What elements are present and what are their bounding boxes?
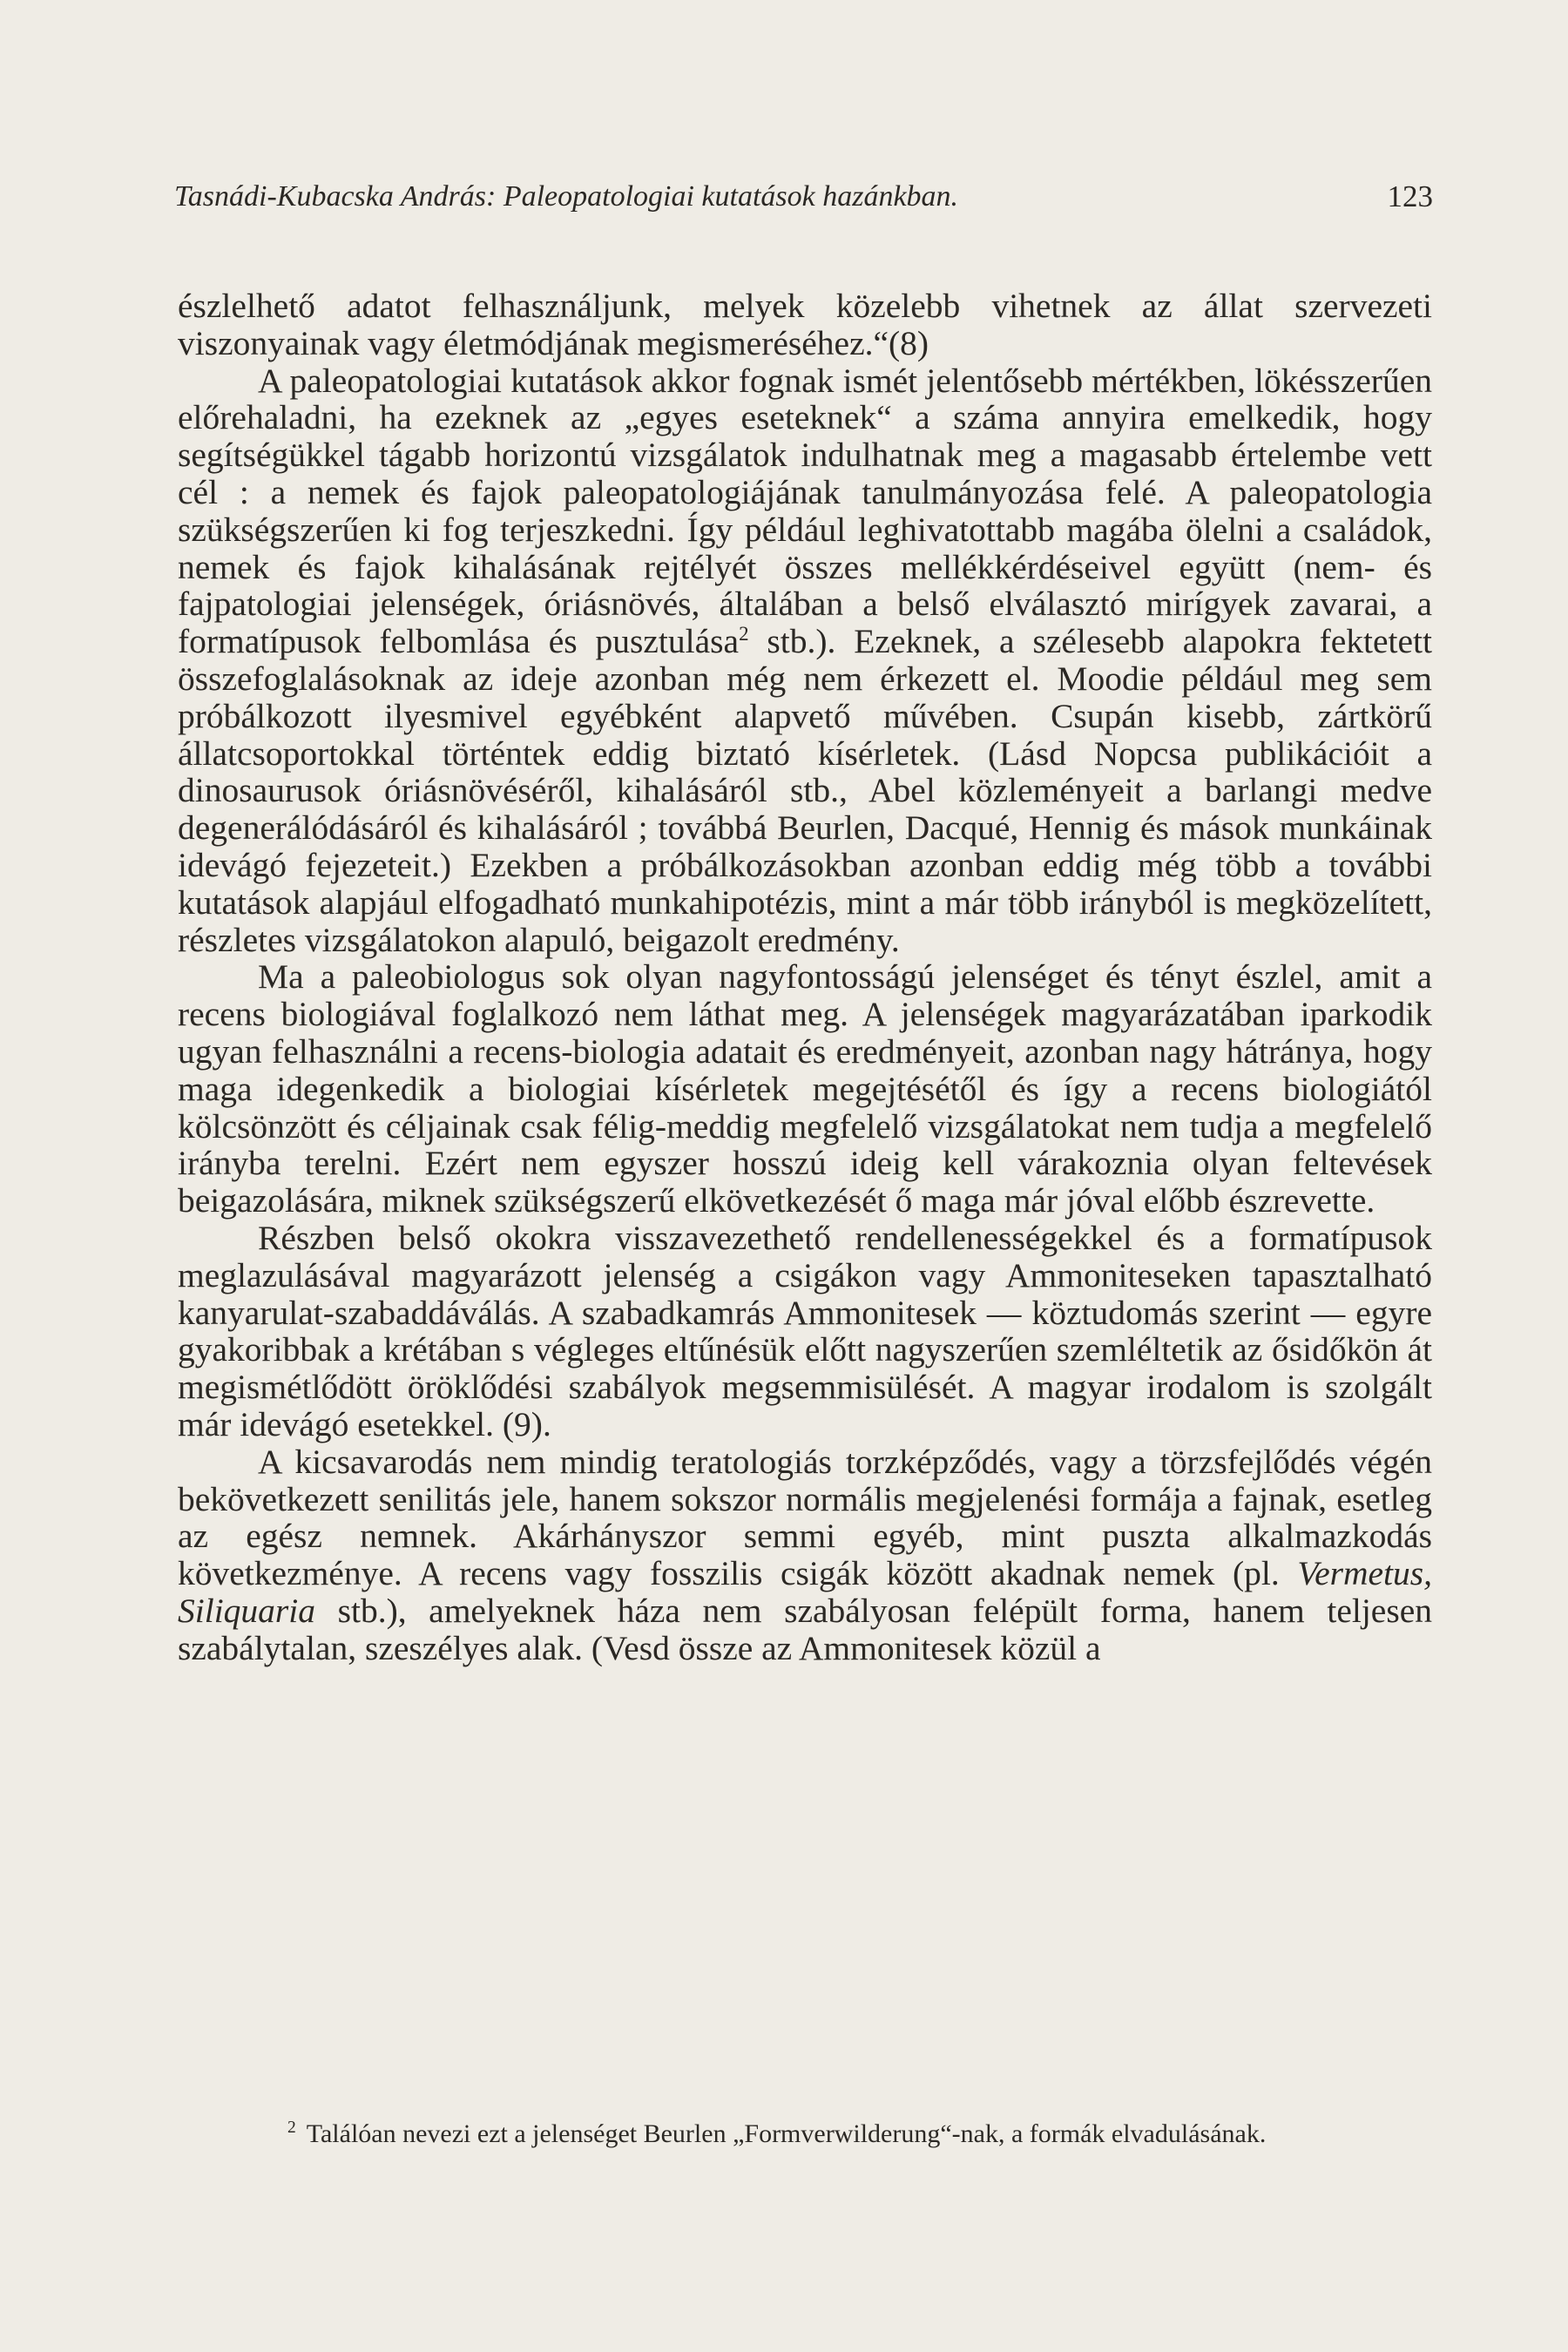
paragraph-2-text: A paleopatologiai kutatások akkor fognak ismét jelentősebb mértékben, lökésszerűen előrehaladni, ha ezeknek az „egyes eseteknek“ a száma annyira emelkedik, hogy segítségükkel tágabb horizontú vizsgálatok indulhatnak meg a magasabb értelembe vett cél : a nemek és fajok paleopatologiájának tanulmányozása felé. A paleopatologia szükségszerűen ki fog terjeszkedni. Így például leghivatottabb magába ölelni a családok, nemek és fajok kihalásának rejtélyét összes mellékkérdéseivel együtt (nem- és fajpatologiai jelenségek, óriásnövés, általában a belső elválasztó mirígyek zavarai, a formatípusok felbomlása és pusztulása bbox=[178, 361, 1432, 661]
paragraph-5-text-before: A kicsavarodás nem mindig teratologiás torzképződés, vagy a törzsfejlődés végén bekövetkezett senilitás jele, hanem sokszor normális megjelenési formája a fajnak, esetleg az egész nemnek. Akárhányszor semmi egyéb, mint puszta alkalmazkodás következménye. A recens vagy fosszilis csigák között akadnak nemek (pl. bbox=[178, 1442, 1432, 1593]
paragraph-2-text-after-note: stb.). Ezeknek, a szélesebb alapokra fektetett összefoglalásoknak az ideje azonban még nem érkezett el. Moodie például meg sem próbálkozott ilyesmivel egyébként alapvető művében. Csupán kisebb, zártkörű állatcsoportokkal történtek eddig biztató kísérletek. (Lásd Nopcsa publikációit a dinosaurusok óriásnövéséről, kihalásáról stb., Abel közleményeit a barlangi medve degenerálódásáról és kihalásáról ; továbbá Beurlen, Dacqué, Hennig és mások munkáinak idevágó fejezeteit.) Ezekben a próbálkozásokban azonban eddig még több a további kutatások alapjául elfogadható munkahipotézis, mint a már több irányból is megközelített, részletes vizsgálatokon alapuló, beigazolt eredmény. bbox=[178, 622, 1432, 959]
paragraph-3 bbox=[178, 958, 1432, 1220]
paragraph-5-italic-genera: Vermetus, Siliquaria bbox=[178, 1554, 1432, 1630]
paragraph-5 bbox=[178, 1443, 1432, 1667]
paragraph-4 bbox=[178, 1220, 1432, 1443]
running-title: Tasnádi-Kubacska András: Paleopatologiai kutatások hazánkban. bbox=[174, 180, 959, 213]
paragraph-4-text: Részben belső okokra visszavezethető rendellenességekkel és a formatípusok meglazulásával magyarázott jelenség a csigákon vagy Ammoniteseken tapasztalható kanyarulat-szabaddáválás. A szabadkamrás Ammonitesek — köztudomás szerint — egyre gyakoribbak a krétában s végleges eltűnésük előtt nagyszerűen szemléltetik az ősidőkön át megismétlődött öröklődési szabályok megsemmisülését. A magyar irodalom is szolgált már idevágó esetekkel. (9). bbox=[178, 1218, 1432, 1443]
body-text bbox=[178, 287, 1432, 1666]
footnote-text: Találóan nevezi ezt a jelenséget Beurlen „Formverwilderung“-nak, a formák elvadulásának. bbox=[306, 2119, 1267, 2148]
footnote bbox=[178, 2113, 1423, 2148]
footnote-reference: 2 bbox=[739, 623, 749, 645]
paragraph-2 bbox=[178, 362, 1432, 959]
paragraph-5-text-after: stb.), amelyeknek háza nem szabályosan felépült forma, hanem teljesen szabálytalan, szeszélyes alak. (Vesd össze az Ammonitesek közül a bbox=[178, 1591, 1432, 1667]
paragraph-1 bbox=[178, 287, 1432, 362]
page-number: 123 bbox=[1387, 179, 1433, 213]
running-header bbox=[174, 171, 1450, 223]
paragraph-1-text: észlelhető adatot felhasználjunk, melyek közelebb vihetnek az állat szervezeti viszonyainak vagy életmódjának megismeréséhez.“(8) bbox=[178, 287, 1432, 362]
footnote-mark: 2 bbox=[287, 2119, 296, 2137]
paragraph-3-text: Ma a paleobiologus sok olyan nagyfontosságú jelenséget és tényt észlel, amit a recens biologiával foglalkozó nem láthat meg. A jelenségek magyarázatában iparkodik ugyan felhasználni a recens-biologia adatait és eredményeit, azonban nagy hátránya, hogy maga idegenkedik a biologiai kísérletek megejtésétől és így a recens biologiától kölcsönzött és céljainak csak félig-meddig megfelelő vizsgálatokat nem tudja a megfelelő irányba terelni. Ezért nem egyszer hosszú ideig kell várakoznia olyan feltevések beigazolására, miknek szükségszerű elkövetkezését ő maga már jóval előbb észrevette. bbox=[178, 957, 1432, 1220]
